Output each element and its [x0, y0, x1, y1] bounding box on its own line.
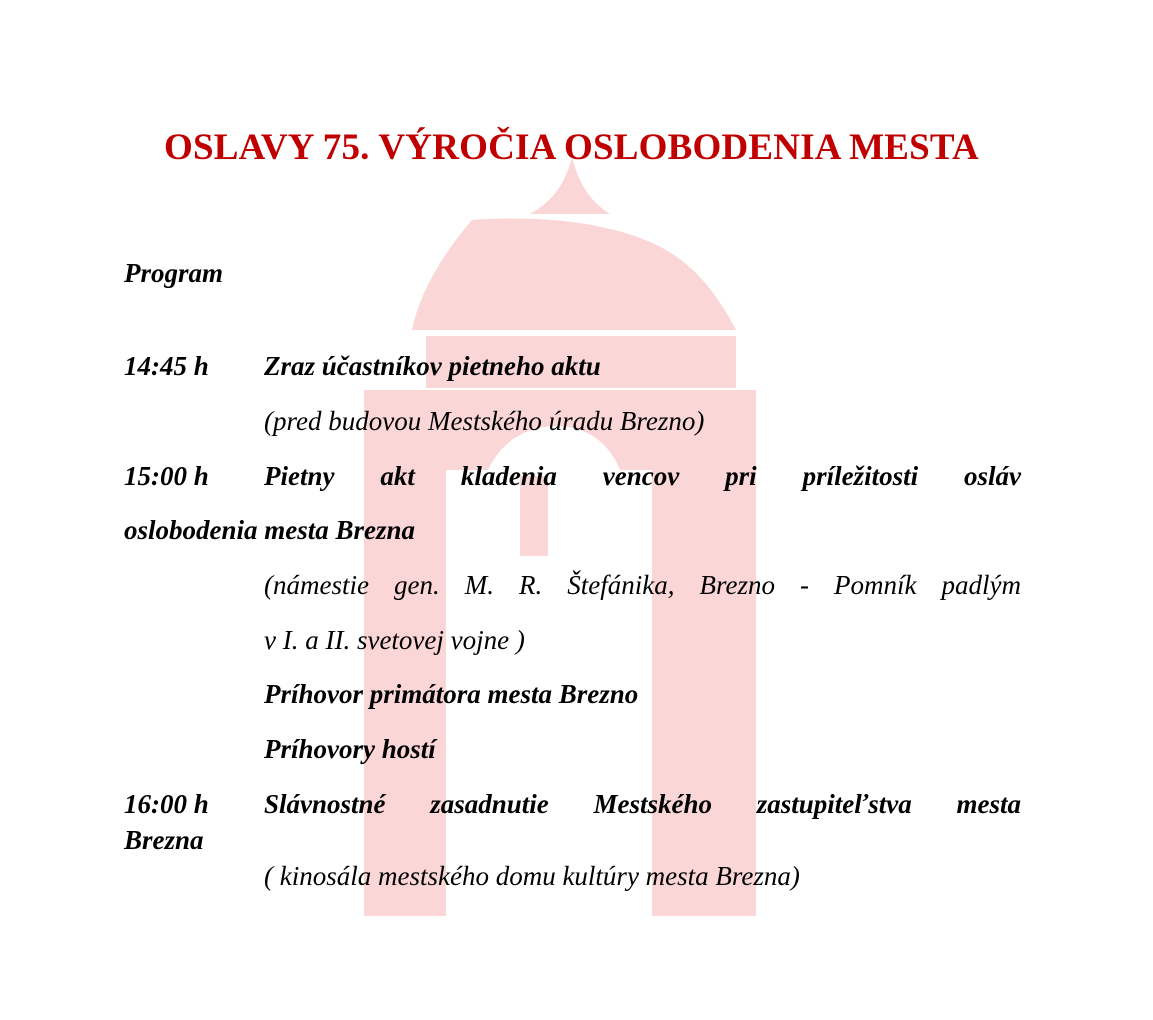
item-location: ( kinosála mestského domu kultúry mesta Brezna): [264, 861, 800, 891]
item-location: (pred budovou Mestského úradu Brezno): [264, 406, 705, 436]
page-title: OSLAVY 75. VÝROČIA OSLOBODENIA MESTA: [164, 127, 979, 168]
item-title-continuation: oslobodenia mesta Brezna: [124, 515, 416, 545]
item-time: 14:45 h: [124, 351, 209, 381]
program-heading: Program: [124, 258, 224, 288]
item-speech: Príhovor primátora mesta Brezno: [264, 679, 639, 709]
item-location-continuation: v I. a II. svetovej vojne ): [264, 625, 525, 655]
item-title: Pietny akt kladenia vencov pri príležitosti osláv: [264, 461, 1021, 491]
item-title: Zraz účastníkov pietneho aktu: [264, 351, 601, 381]
item-time: 15:00 h: [124, 461, 209, 491]
item-title: Slávnostné zasadnutie Mestského zastupiteľstva mesta: [264, 789, 1021, 819]
item-location: (námestie gen. M. R. Štefánika, Brezno - Pomník padlým: [264, 570, 1021, 600]
item-title-continuation: Brezna: [124, 825, 204, 855]
item-speech: Príhovory hostí: [264, 734, 436, 764]
item-time: 16:00 h: [124, 789, 209, 819]
